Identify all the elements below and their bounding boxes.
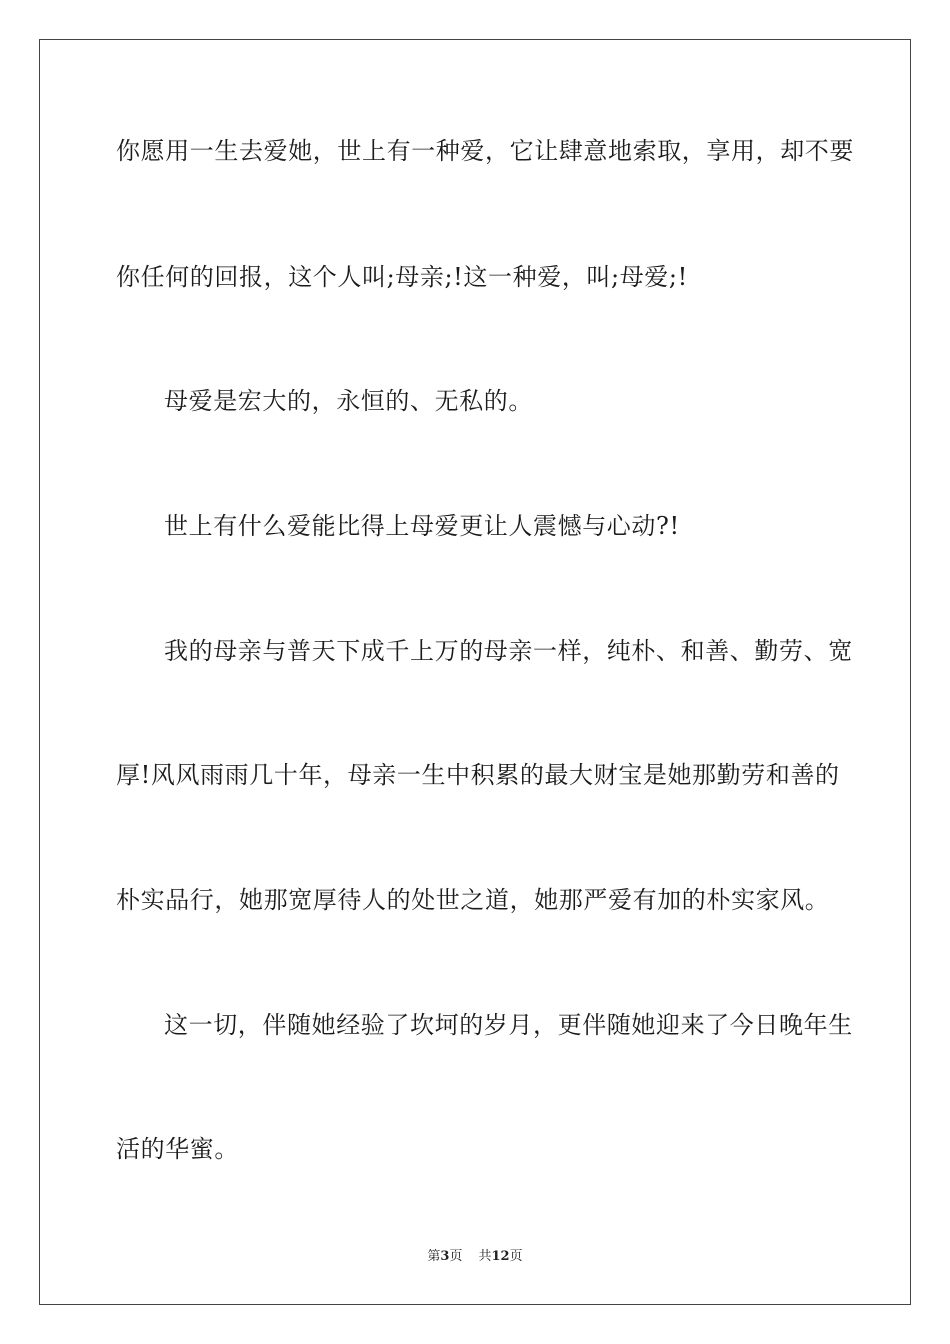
- text-line: 母爱是宏大的，永恒的、无私的。: [164, 387, 533, 415]
- page-frame: [39, 39, 911, 1305]
- text-line: 你愿用一生去爱她，世上有一种爱，它让肆意地索取，享用，却不要: [116, 137, 854, 165]
- page-suffix: 页: [449, 1249, 463, 1264]
- page-prefix: 第: [427, 1249, 441, 1264]
- page-current: 3: [440, 1249, 450, 1264]
- text-line: 你任何的回报，这个人叫;母亲;!这一种爱，叫;母爱;!: [116, 263, 688, 291]
- text-line: 这一切，伴随她经验了坎坷的岁月，更伴随她迎来了今日晚年生: [164, 1011, 853, 1039]
- text-line: 我的母亲与普天下成千上万的母亲一样，纯朴、和善、勤劳、宽: [164, 637, 853, 665]
- total-suffix: 页: [509, 1249, 523, 1264]
- page-total: 12: [491, 1249, 510, 1264]
- total-prefix: 共: [478, 1249, 492, 1264]
- text-line: 厚!风风雨雨几十年，母亲一生中积累的最大财宝是她那勤劳和善的: [116, 761, 840, 789]
- text-line: 世上有什么爱能比得上母爱更让人震憾与心动?!: [164, 512, 680, 540]
- text-line: 朴实品行，她那宽厚待人的处世之道，她那严爱有加的朴实家风。: [116, 886, 830, 914]
- text-line: 活的华蜜。: [116, 1135, 239, 1163]
- page-footer: [0, 1248, 950, 1266]
